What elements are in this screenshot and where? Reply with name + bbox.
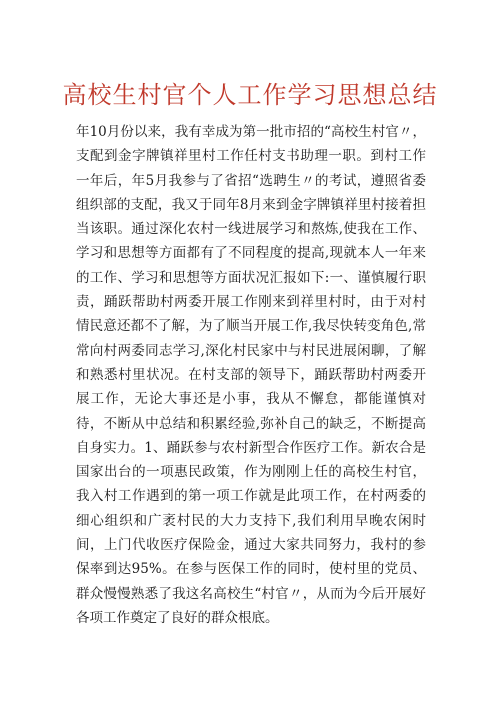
document-title: 高校生村官个人工作学习思想总结 xyxy=(62,81,438,109)
document-body-paragraph: 年10月份以来，我有幸成为第一批市招的“高校生村官〃，支配到金字牌镇祥里村工作任村支书助理一职。到村工作一年后，年5月我参与了省招“选聘生〃的考试，遵照省委组织部的支配，我又于同年8月来到金字牌镇祥里村接着担当该职。通过深化农村一线进展学习和熬炼,使我在工作、学习和思想等方面都有了不同程度的提高,现就本人一年来的工作、学习和思想等方面状况汇报如下:一、谨慎履行职责，踊跃帮助村两委开展工作刚来到祥里村时，由于对村情民意还都不了解，为了顺当开展工作,我尽快转变角色,常常向村两委同志学习,深化村民家中与村民进展闲聊，了解和熟悉村里状况。在村支部的领导下，踊跃帮助村两委开展工作，无论大事还是小事，我从不懈怠，都能谨慎对待，不断从中总结和积累经验,弥补自己的缺乏，不断提高自身实力。1、踊跃参与农村新型合作医疗工作。新农合是国家出台的一项惠民政策，作为刚刚上任的高校生村官，我入村工作遇到的第一项工作就是此项工作，在村两委的细心组织和广袤村民的大力支持下,我们利用早晚农闲时间，上门代收医疗保险金，通过大家共同努力，我村的参保率到达95%。在参与医保工作的同时，使村里的党员、群众慢慢熟悉了我这名高校生“村官〃，从而为今后开展好各项工作奠定了良好的群众根底。 xyxy=(76,124,426,626)
